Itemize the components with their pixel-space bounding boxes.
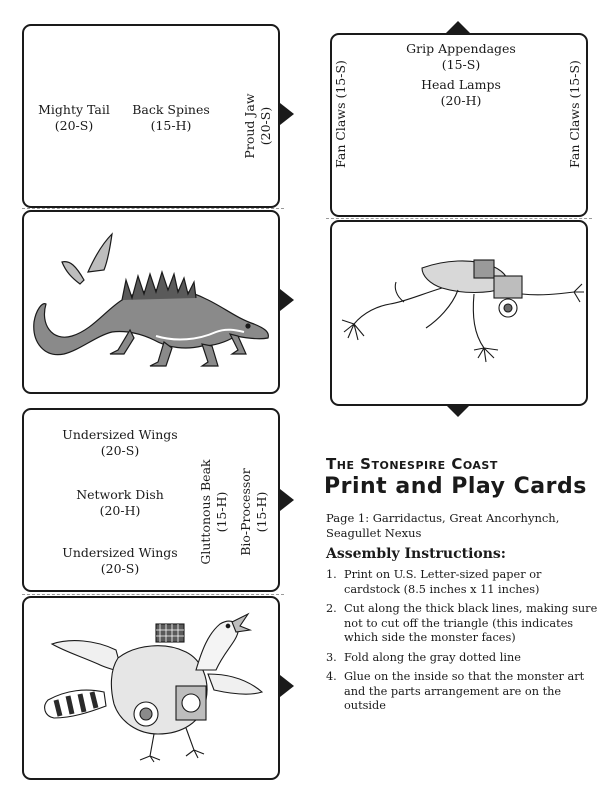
list-item: 4. Glue on the inside so that the monster art and the parts arrangement are on the outside: [326, 670, 585, 712]
part-back-spines: Back Spines (15-H): [132, 102, 210, 133]
assembly-steps: [326, 568, 598, 719]
triangle-marker-icon: [446, 21, 470, 33]
seagullet-parts-card: [22, 408, 280, 592]
triangle-marker-icon: [280, 289, 294, 311]
part-gluttonous-beak: Gluttonous Beak (15-H): [198, 459, 229, 565]
ancorhynch-art-card: [330, 220, 588, 406]
triangle-marker-icon: [446, 405, 470, 417]
garridactus-parts-card: [22, 24, 280, 208]
triangle-marker-icon: [280, 103, 294, 125]
part-fan-claws-left: Fan Claws (15-S): [333, 60, 348, 168]
part-bio-processor: Bio-Processor (15-H): [238, 468, 269, 556]
triangle-marker-icon: [280, 675, 294, 697]
assembly-heading: Assembly Instructions:: [326, 546, 506, 562]
part-head-lamps: Head Lamps (20-H): [421, 77, 501, 108]
triangle-marker-icon: [280, 489, 294, 511]
part-undersized-wings-top: Undersized Wings (20-S): [62, 427, 178, 458]
fold-line-icon: [326, 218, 592, 219]
fold-line-icon: [22, 208, 284, 209]
series-title: The Stonespire Coast: [326, 455, 498, 473]
garridactus-art-card: [22, 210, 280, 394]
part-undersized-wings-bottom: Undersized Wings (20-S): [62, 545, 178, 576]
page-info: Page 1: Garridactus, Great Ancorhynch, Seagullet Nexus: [326, 511, 560, 540]
page-title: Print and Play Cards: [324, 474, 587, 499]
list-item: 3. Fold along the gray dotted line: [326, 650, 521, 664]
part-mighty-tail: Mighty Tail (20-S): [38, 102, 110, 133]
ancorhynch-parts-card: [330, 33, 588, 217]
seagullet-illustration: [26, 600, 278, 776]
seagullet-art-card: [22, 596, 280, 780]
list-item: 1. Print on U.S. Letter-sized paper or cardstock (8.5 inches x 11 inches): [326, 568, 542, 596]
garridactus-illustration: [26, 214, 278, 390]
fold-line-icon: [22, 594, 284, 595]
list-item: 2. Cut along the thick black lines, making sure not to cut off the triangle (this indicates which side the monster faces): [326, 602, 598, 644]
part-proud-jaw: Proud Jaw (20-S): [242, 93, 273, 159]
part-fan-claws-right: Fan Claws (15-S): [567, 60, 582, 168]
ancorhynch-illustration: [334, 224, 586, 402]
part-network-dish: Network Dish (20-H): [76, 487, 164, 518]
part-grip-appendages: Grip Appendages (15-S): [406, 41, 516, 72]
